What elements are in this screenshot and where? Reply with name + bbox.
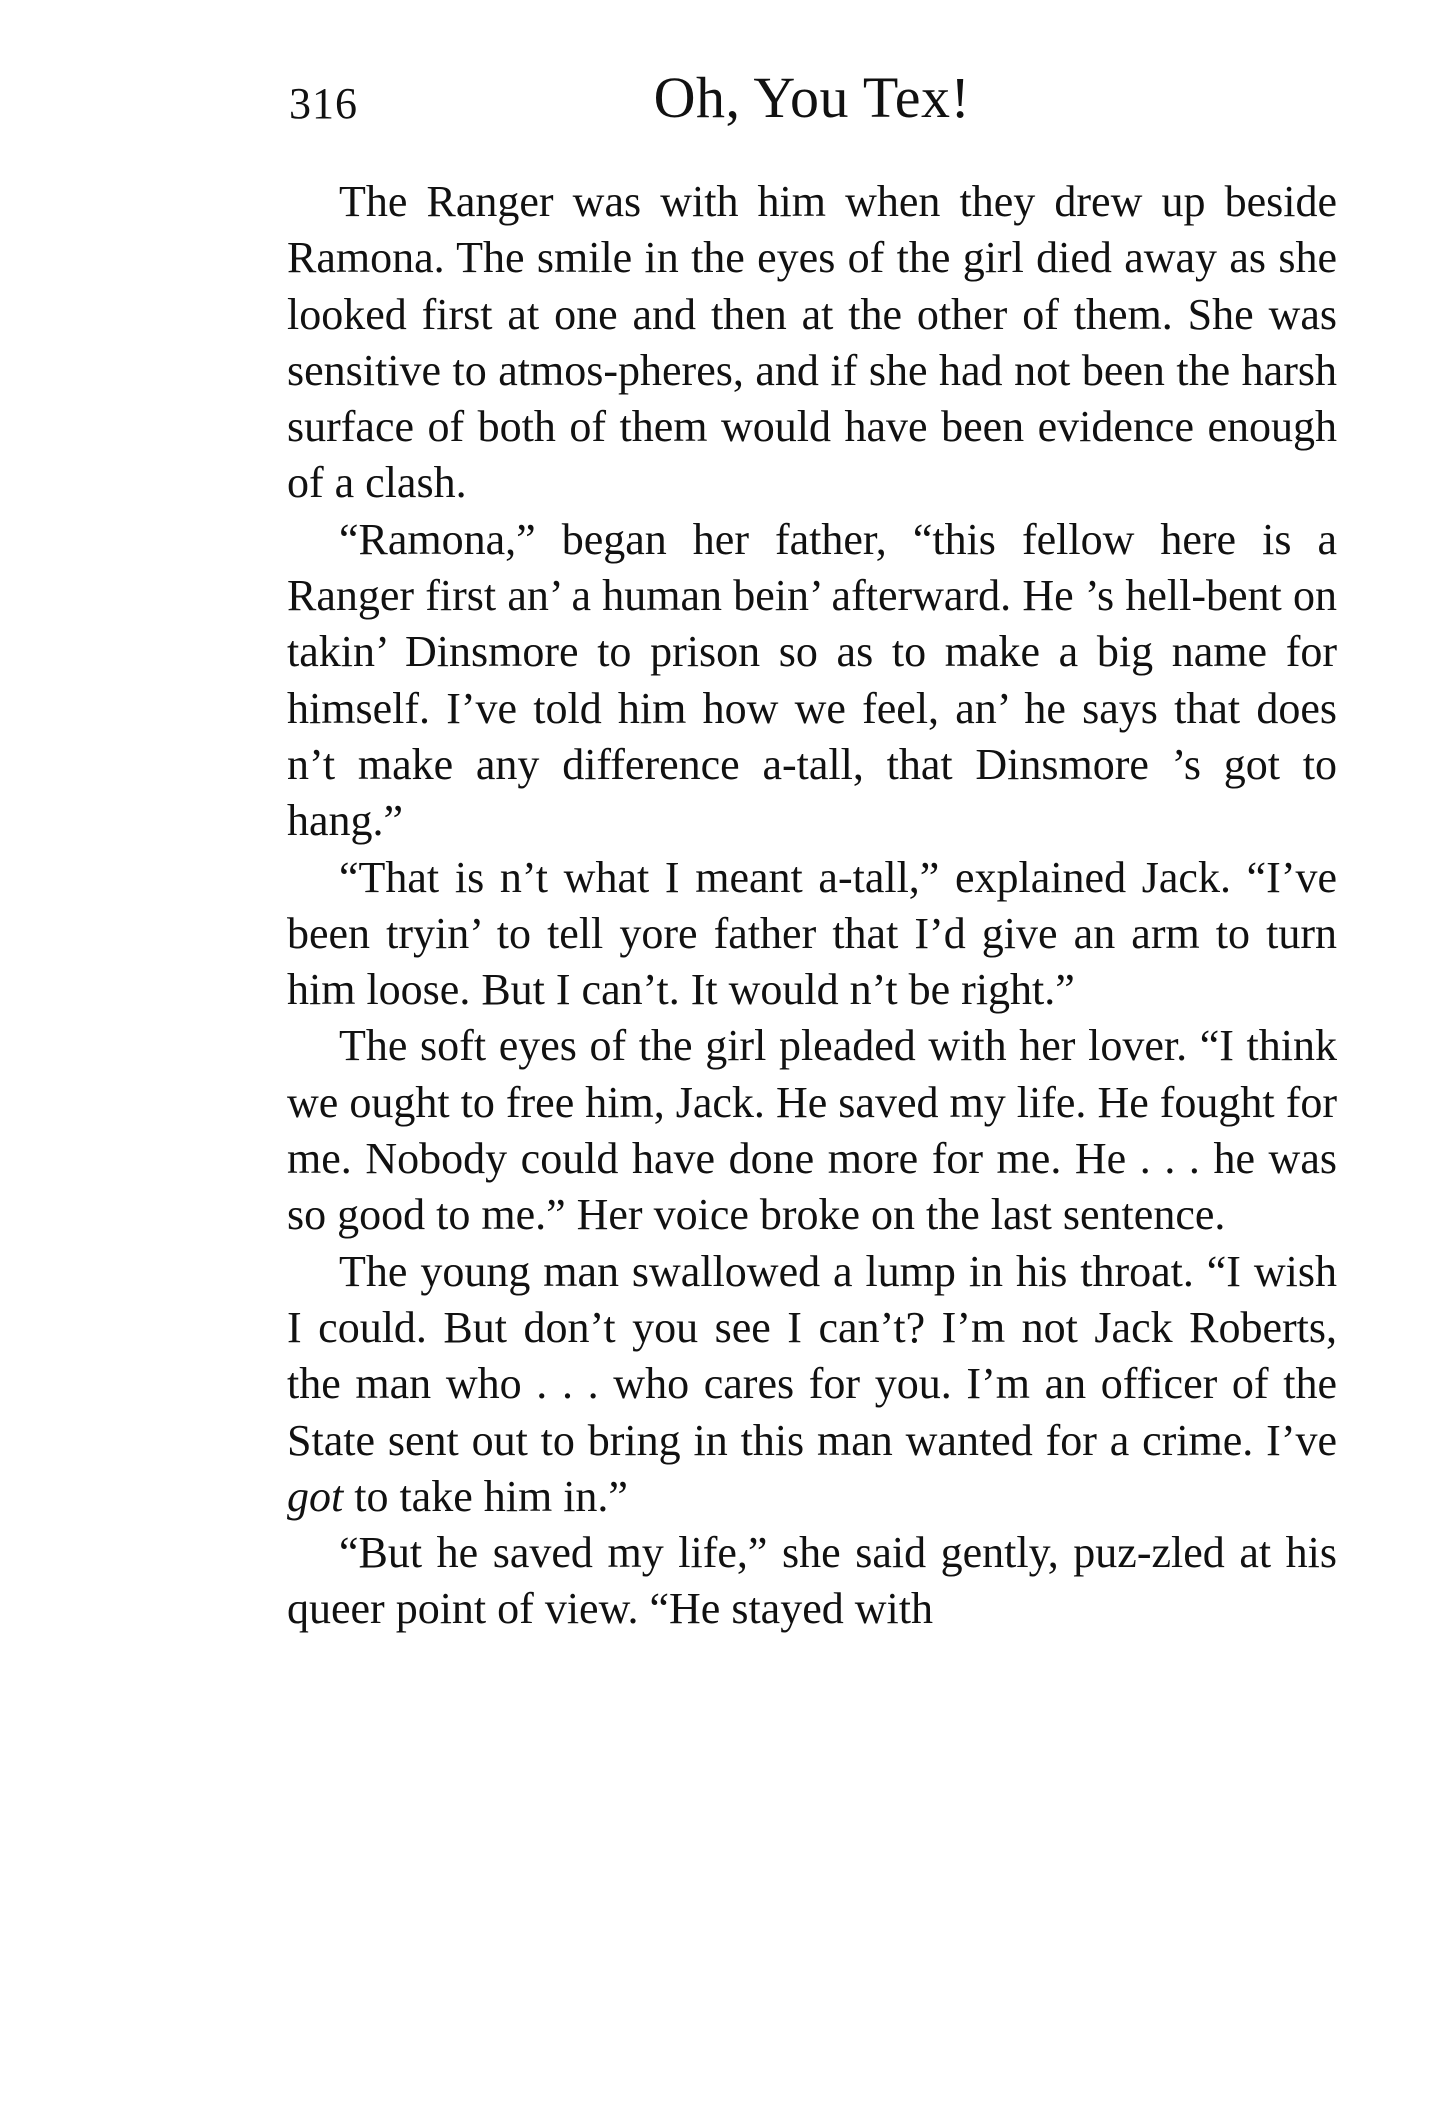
running-head (287, 65, 1337, 160)
paragraph-4: The soft eyes of the girl pleaded with her lover. “I think we ought to free him, Jack. He saved my life. He fought for me. Nobody could have done more for me. He . . . he was so good to me.” Her voice broke on the last sentence. (287, 1021, 1337, 1240)
book-page (287, 65, 1337, 1638)
paragraph-5-text-after: to take him in.” (343, 1471, 628, 1521)
body-text (287, 174, 1337, 1638)
paragraph-3: “That is n’t what I meant a-tall,” explained Jack. “I’ve been tryin’ to tell yore father that I’d give an arm to turn him loose. But I can’t. It would n’t be right.” (287, 852, 1337, 1015)
paragraph-5 (287, 1244, 1337, 1525)
paragraph-2: “Ramona,” began her father, “this fellow here is a Ranger first an’ a human bein’ afterward. He ’s hell-bent on takin’ Dinsmore to prison so as to make a big name for himself. I’ve told him how we feel, an’ he says that does n’t make any difference a-tall, that Dinsmore ’s got to hang.” (287, 514, 1337, 846)
paragraph-6: “But he saved my life,” she said gently, puz-zled at his queer point of view. “He stayed with (287, 1528, 1337, 1634)
paragraph-5-emphasis: got (287, 1471, 344, 1521)
running-title: Oh, You Tex! (653, 65, 971, 130)
paragraph-1: The Ranger was with him when they drew up beside Ramona. The smile in the eyes of the girl died away as she looked first at one and then at the other of them. She was sensitive to atmos-pheres, and if she had not been the harsh surface of both of them would have been evidence enough of a clash. (287, 177, 1337, 508)
page-number: 316 (289, 79, 358, 128)
paragraph-5-text-before: The young man swallowed a lump in his throat. “I wish I could. But don’t you see I can’t? I’m not Jack Roberts, the man who . . . who cares for you. I’m an officer of the State sent out to bring in this man wanted for a crime. I’ve (287, 1246, 1337, 1465)
